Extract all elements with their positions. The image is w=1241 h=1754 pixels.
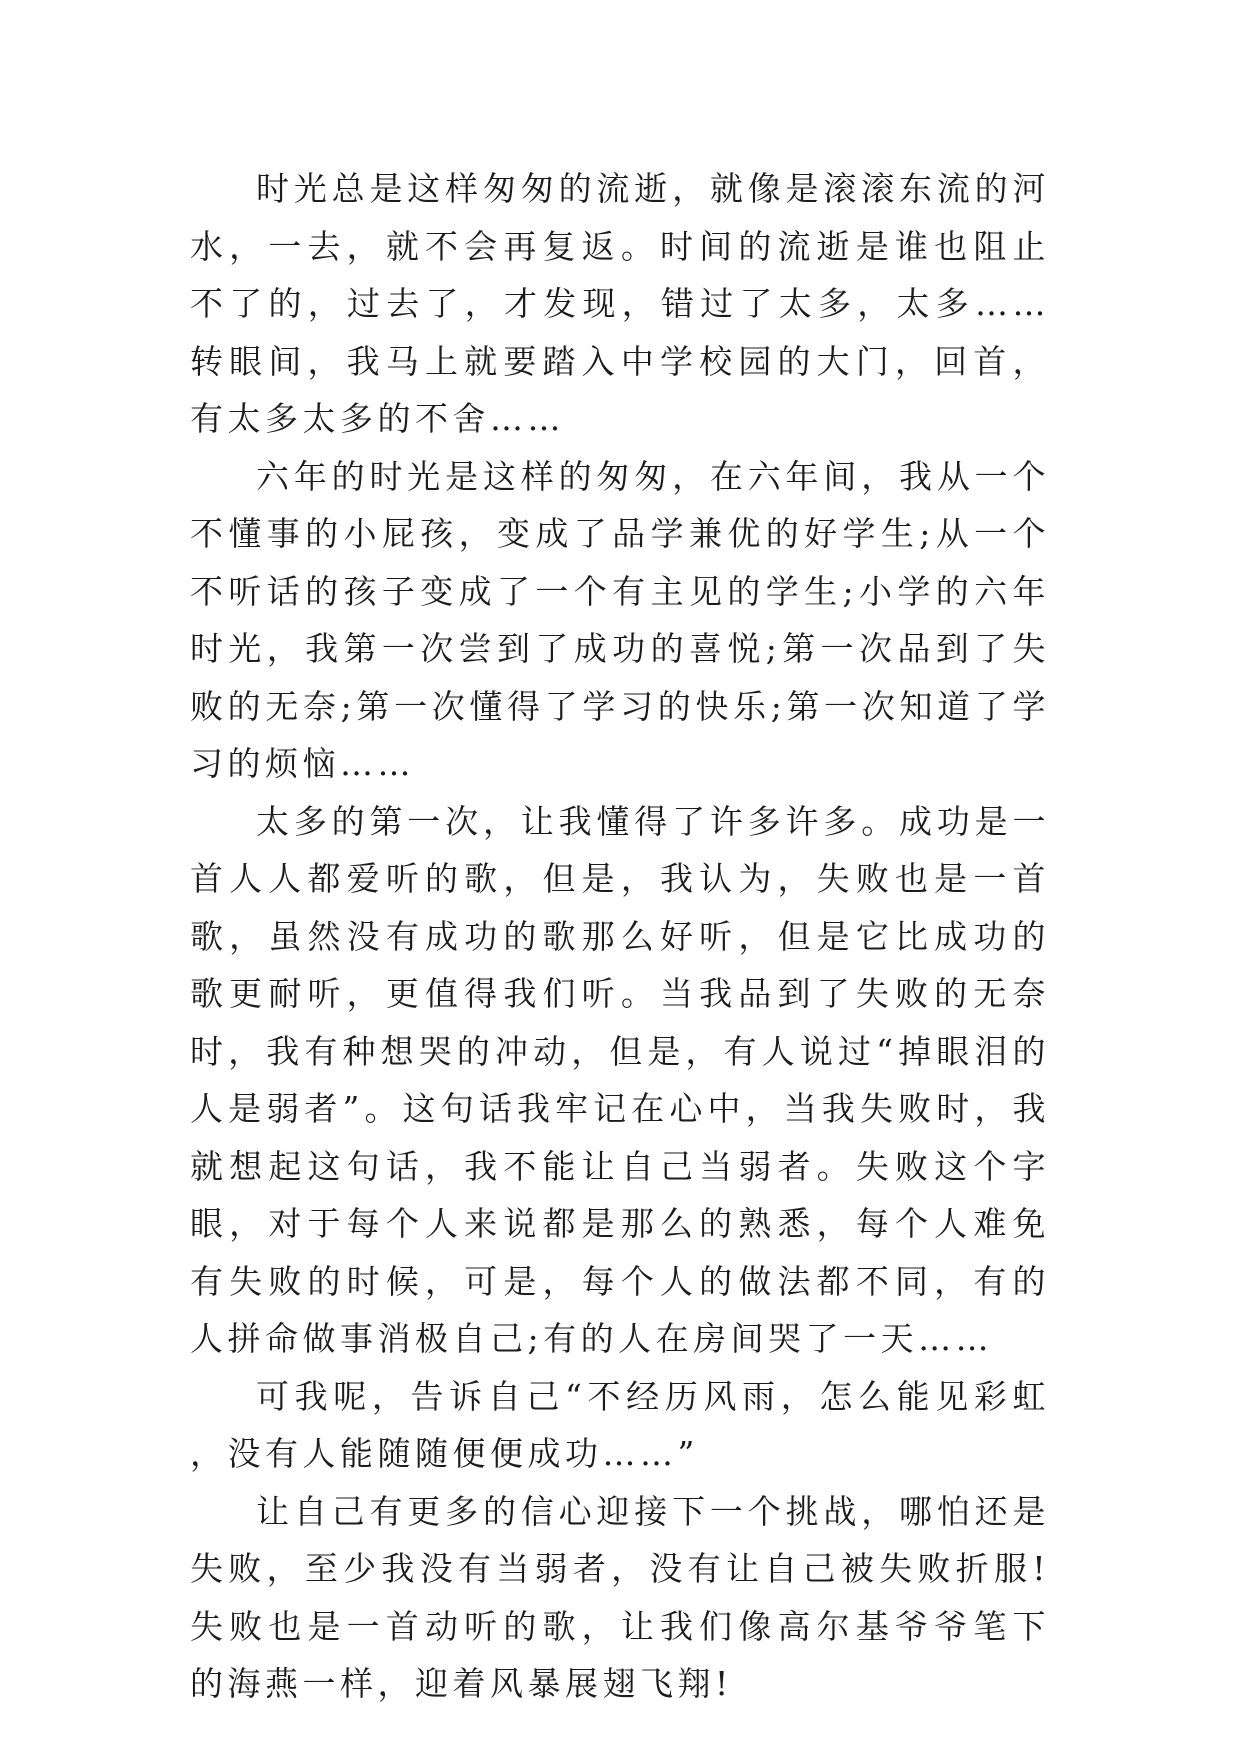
paragraph-4: 可我呢，告诉自己“不经历风雨，怎么能见彩虹，没有人能随随便便成功……”	[190, 1376, 1050, 1473]
document-body	[190, 160, 1050, 1713]
paragraph-5: 让自己有更多的信心迎接下一个挑战，哪怕还是失败，至少我没有当弱者，没有让自己被失败折服!失败也是一首动听的歌，让我们像高尔基爷爷笔下的海燕一样，迎着风暴展翅飞翔!	[190, 1491, 1050, 1703]
paragraph-1: 时光总是这样匆匆的流逝，就像是滚滚东流的河水，一去，就不会再复返。时间的流逝是谁也阻止不了的，过去了，才发现，错过了太多，太多……转眼间，我马上就要踏入中学校园的大门，回首，有太多太多的不舍……	[190, 169, 1050, 438]
paragraph-3: 太多的第一次，让我懂得了许多许多。成功是一首人人都爱听的歌，但是，我认为，失败也是一首歌，虽然没有成功的歌那么好听，但是它比成功的歌更耐听，更值得我们听。当我品到了失败的无奈时，我有种想哭的冲动，但是，有人说过“掉眼泪的人是弱者”。这句话我牢记在心中，当我失败时，我就想起这句话，我不能让自己当弱者。失败这个字眼，对于每个人来说都是那么的熟悉，每个人难免有失败的时候，可是，每个人的做法都不同，有的人拼命做事消极自己;有的人在房间哭了一天……	[190, 801, 1050, 1358]
paragraph-2: 六年的时光是这样的匆匆，在六年间，我从一个不懂事的小屁孩，变成了品学兼优的好学生;从一个不听话的孩子变成了一个有主见的学生;小学的六年时光，我第一次尝到了成功的喜悦;第一次品到了失败的无奈;第一次懂得了学习的快乐;第一次知道了学习的烦恼……	[190, 456, 1050, 783]
